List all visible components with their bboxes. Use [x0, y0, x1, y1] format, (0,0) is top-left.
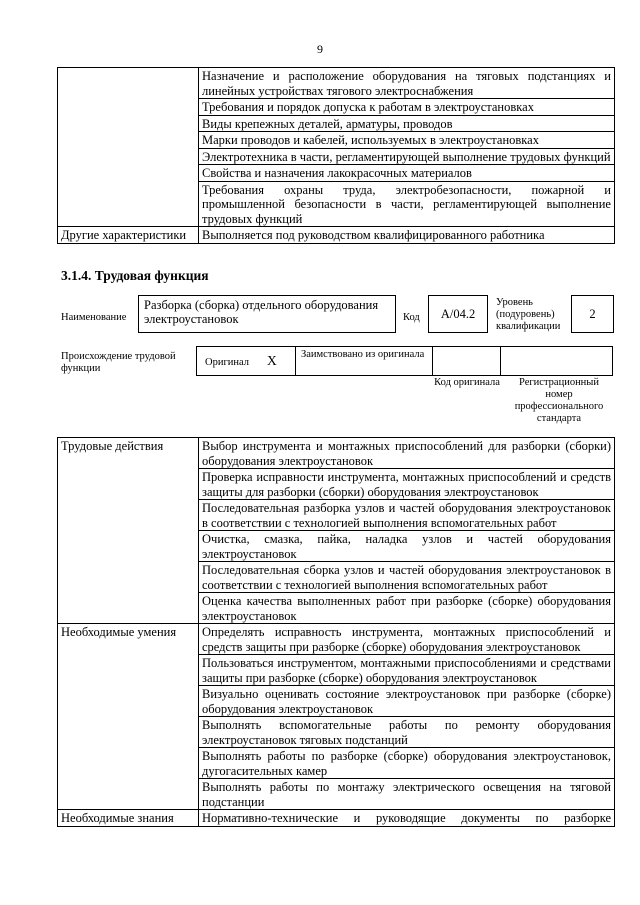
table-cell: Свойства и назначения лакокрасочных материалов — [199, 165, 615, 182]
table-cell: Электротехника в части, регламентирующей выполнение трудовых функций — [199, 148, 615, 165]
borrowed-label: Заимствовано из оригинала — [301, 349, 425, 360]
level-value: 2 — [589, 307, 596, 321]
origin-box — [196, 346, 613, 376]
table-cell: Марки проводов и кабелей, используемых в электроустановках — [199, 132, 615, 149]
original-cell — [196, 346, 296, 376]
table-cell: Назначение и расположение оборудования на тяговых подстанциях и линейных устройствах тягового электроснабжения — [199, 68, 615, 99]
table-cell-empty — [58, 68, 199, 227]
table-row — [58, 624, 615, 655]
code-value: A/04.2 — [440, 307, 476, 321]
section-heading: 3.1.4. Трудовая функция — [61, 268, 209, 283]
table-row — [58, 68, 615, 99]
labor-function-table — [57, 437, 615, 827]
original-label: Оригинал — [205, 357, 249, 368]
table-cell: Выполняется под руководством квалифицированного работника — [199, 227, 615, 244]
table-cell: Проверка исправности инструмента, монтажных приспособлений и средств защиты для разборки (сборки) оборудования электроустановок — [199, 469, 615, 500]
top-characteristics-table — [57, 67, 615, 244]
table-cell: Выполнять вспомогательные работы по ремонту оборудования электроустановок тяговых подстанций — [199, 717, 615, 748]
code-original-cell — [432, 346, 501, 376]
code-box — [428, 295, 488, 333]
table-cell: Определять исправность инструмента, монтажных приспособлений и средств защиты при разборке (сборке) оборудования электроустановок — [199, 624, 615, 655]
name-label: Наименование — [61, 312, 127, 323]
level-box — [571, 295, 614, 333]
table-cell: Последовательная сборка узлов и частей оборудования электроустановок в соответствии с технологией выполнения вспомогательных работ — [199, 562, 615, 593]
code-label: Код — [403, 312, 420, 323]
row-label: Другие характеристики — [58, 227, 199, 244]
function-name-box — [138, 295, 396, 333]
function-name: Разборка (сборка) отдельного оборудования электроустановок — [144, 298, 379, 326]
reg-number-caption: Регистрационный номер профессионального стандарта — [514, 377, 604, 424]
table-row — [58, 438, 615, 469]
table-row — [58, 810, 615, 827]
original-mark: X — [267, 353, 277, 368]
table-cell: Требования и порядок допуска к работам в электроустановках — [199, 99, 615, 116]
table-cell: Последовательная разборка узлов и частей оборудования электроустановок в соответствии с технологией выполнения вспомогательных работ — [199, 500, 615, 531]
borrowed-cell — [295, 346, 433, 376]
table-cell: Пользоваться инструментом, монтажными приспособлениями и средствами защиты при разборке (сборке) оборудования электроустановок — [199, 655, 615, 686]
table-cell: Нормативно-технические и руководящие документы по разборке — [199, 810, 615, 827]
row-label: Необходимые умения — [58, 624, 199, 810]
row-label: Трудовые действия — [58, 438, 199, 624]
code-original-caption: Код оригинала — [434, 377, 500, 388]
table-cell: Оценка качества выполненных работ при разборке (сборке) оборудования электроустановок — [199, 593, 615, 624]
table-cell: Выполнять работы по монтажу электрического освещения на тяговой подстанции — [199, 779, 615, 810]
table-cell: Визуально оценивать состояние электроустановок при разборке (сборке) оборудования электроустановок — [199, 686, 615, 717]
table-cell: Виды крепежных деталей, арматуры, проводов — [199, 115, 615, 132]
level-label: Уровень (подуровень) квалификации — [496, 297, 561, 332]
page-number: 9 — [317, 42, 323, 56]
row-label: Необходимые знания — [58, 810, 199, 827]
table-cell: Требования охраны труда, электробезопасности, пожарной и промышленной безопасности в части, регламентирующей выполнение трудовых функций — [199, 181, 615, 227]
table-cell: Выполнять работы по разборке (сборке) оборудования электроустановок, дугогасительных камер — [199, 748, 615, 779]
origin-label: Происхождение трудовой функции — [61, 351, 176, 374]
table-cell: Очистка, смазка, пайка, наладка узлов и частей оборудования электроустановок — [199, 531, 615, 562]
table-row — [58, 227, 615, 244]
table-cell: Выбор инструмента и монтажных приспособлений для разборки (сборки) оборудования электроустановок — [199, 438, 615, 469]
